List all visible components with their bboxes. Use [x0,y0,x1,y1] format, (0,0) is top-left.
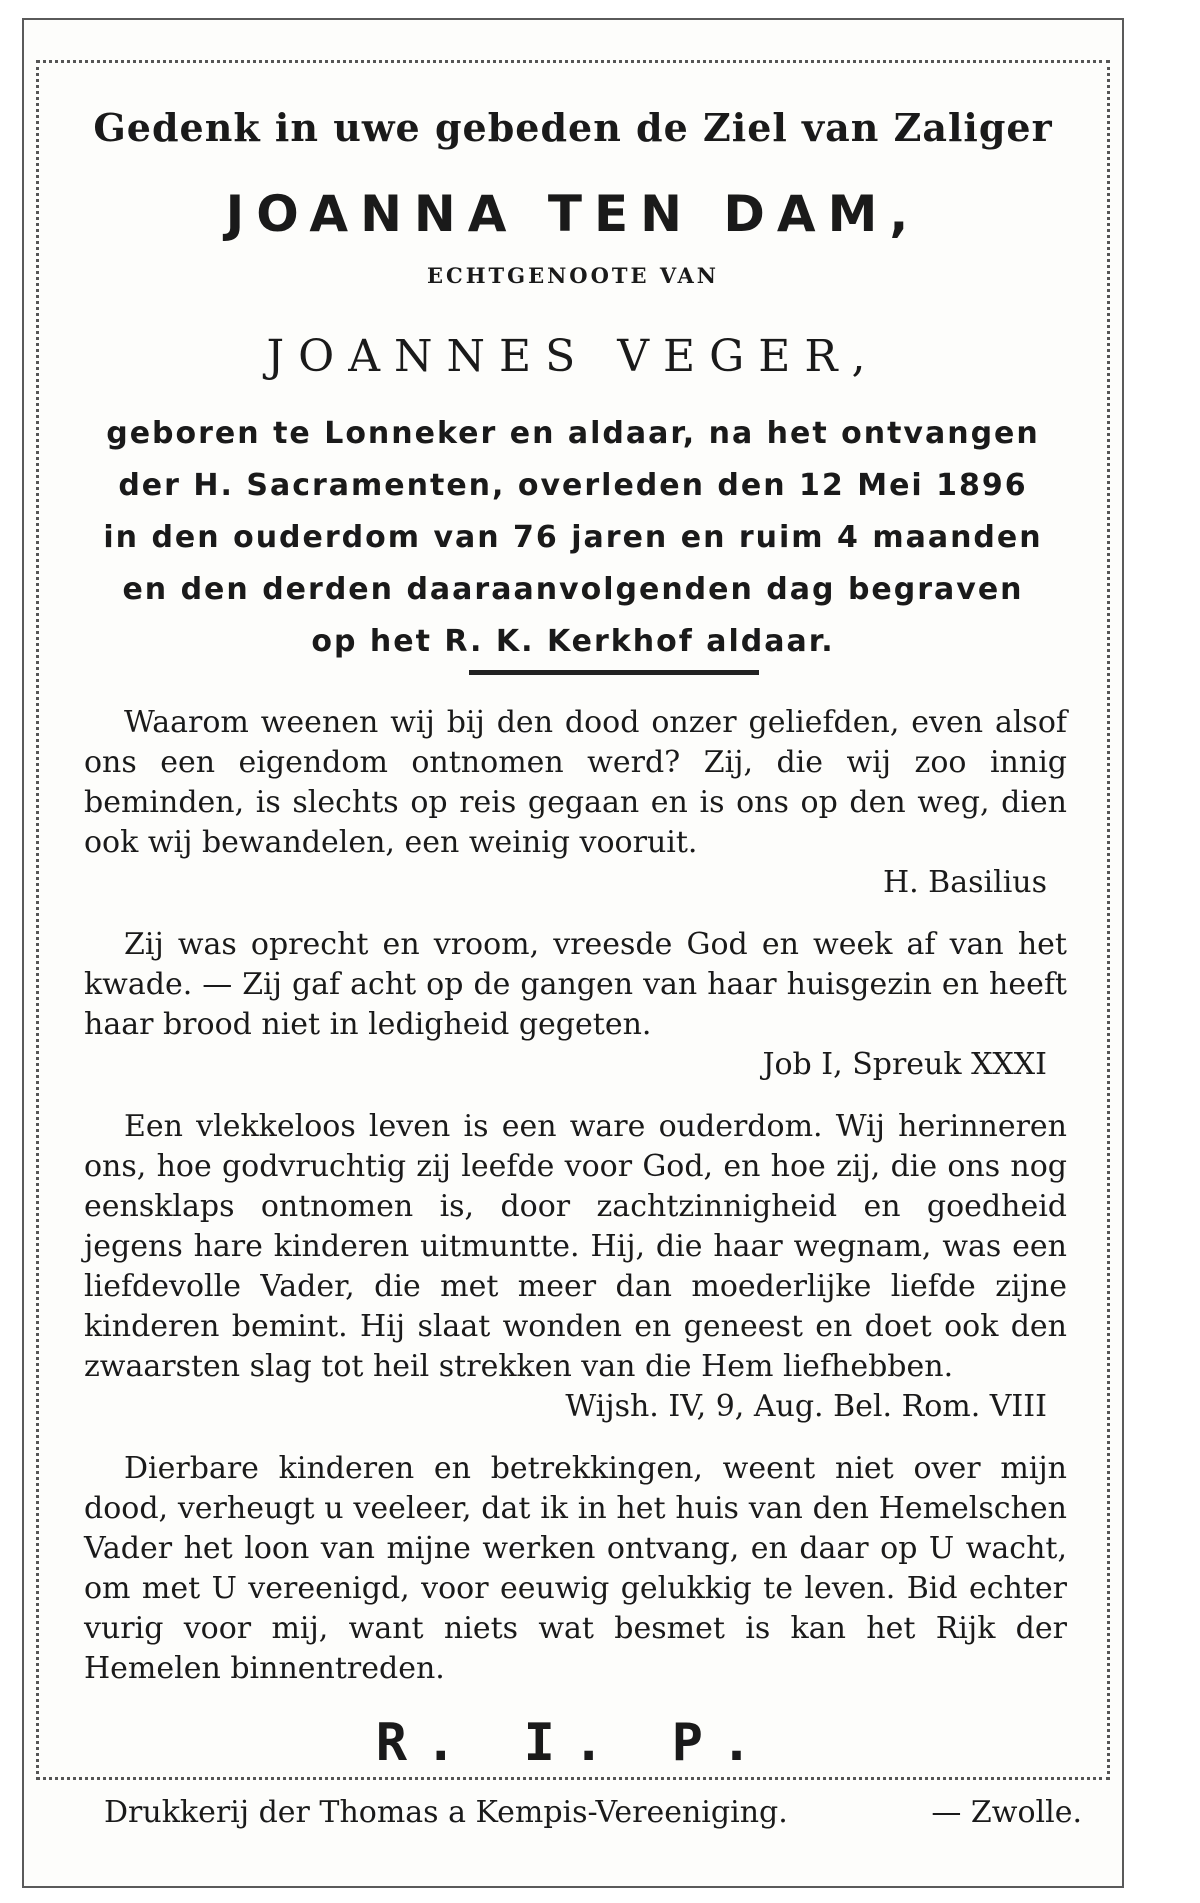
divider [469,670,759,675]
printer-line [104,1795,1082,1830]
quote [84,1449,1067,1689]
memorial-card [22,18,1124,1888]
quote [84,703,1067,903]
biography [99,408,1047,668]
printer-name: Drukkerij der Thomas a Kempis-Vereeniging. [104,1795,788,1830]
bio-line: in den ouderdom van 76 jaren en ruim 4 maanden [103,520,1043,555]
bio-line: der H. Sacramenten, overleden den 12 Mei 1896 [118,468,1028,503]
quote-text: Een vlekkeloos leven is een ware ouderdom. Wij herinneren ons, hoe godvruchtig zij leefde voor God, en hoe zij, die ons nog eensklaps ontnomen is, door zachtzinnigheid en goedheid jegens hare kinderen uitmuntte. Hij, die haar wegnam, was een liefdevolle Vader, die met meer dan moederlijke liefde zijne kinderen bemint. Hij slaat wonden en geneest en doet ook den zwaarsten slag tot heil strekken van die Hem liefhebben. [84,1109,1067,1384]
quote [84,925,1067,1085]
printer-city: — Zwolle. [931,1795,1082,1830]
bio-line: geboren te Lonneker en aldaar, na het ontvangen [106,416,1040,451]
quote-source: H. Basilius [882,865,1047,900]
spouse-name: JOANNES VEGER, [266,331,880,382]
quote-text: Waarom weenen wij bij den dood onzer geliefden, even alsof ons een eigendom ontnomen werd? Zij, die wij zoo innig beminden, is slechts op reis gegaan en is ons op den weg, dien ook wij bewandelen, een weinig vooruit. [84,705,1067,860]
quote-source: Job I, Spreuk XXXI [762,1047,1047,1082]
quote-text: Dierbare kinderen en betrekkingen, weent niet over mijn dood, verheugt u veeleer, dat ik in het huis van den Hemelschen Vader het loon van mijne werken ontvang, en daar op U wacht, om met U vereenigd, voor eeuwig gelukkig te leven. Bid echter vurig voor mij, want niets wat besmet is kan het Rijk der Hemelen binnentreden. [84,1451,1067,1686]
deceased-name: JOANNA TEN DAM, [225,185,921,243]
quotes [84,703,1067,1711]
bio-line: op het R. K. Kerkhof aldaar. [311,624,835,659]
quote-text: Zij was oprecht en vroom, vreesde God en week af van het kwade. — Zij gaf acht op de gangen van haar huisgezin en heeft haar brood niet in ledigheid gegeten. [84,927,1067,1042]
card-border [36,60,1110,1780]
rip-mark: R. I. P. [375,1713,771,1773]
relation-label: ECHTGENOOTE VAN [426,263,719,288]
prayer-line: Gedenk in uwe gebeden de Ziel van Zaliger [93,105,1053,150]
quote [84,1107,1067,1427]
bio-line: en den derden daaraanvolgenden dag begraven [122,572,1024,607]
quote-source: Wijsh. IV, 9, Aug. Bel. Rom. VIII [565,1389,1047,1424]
